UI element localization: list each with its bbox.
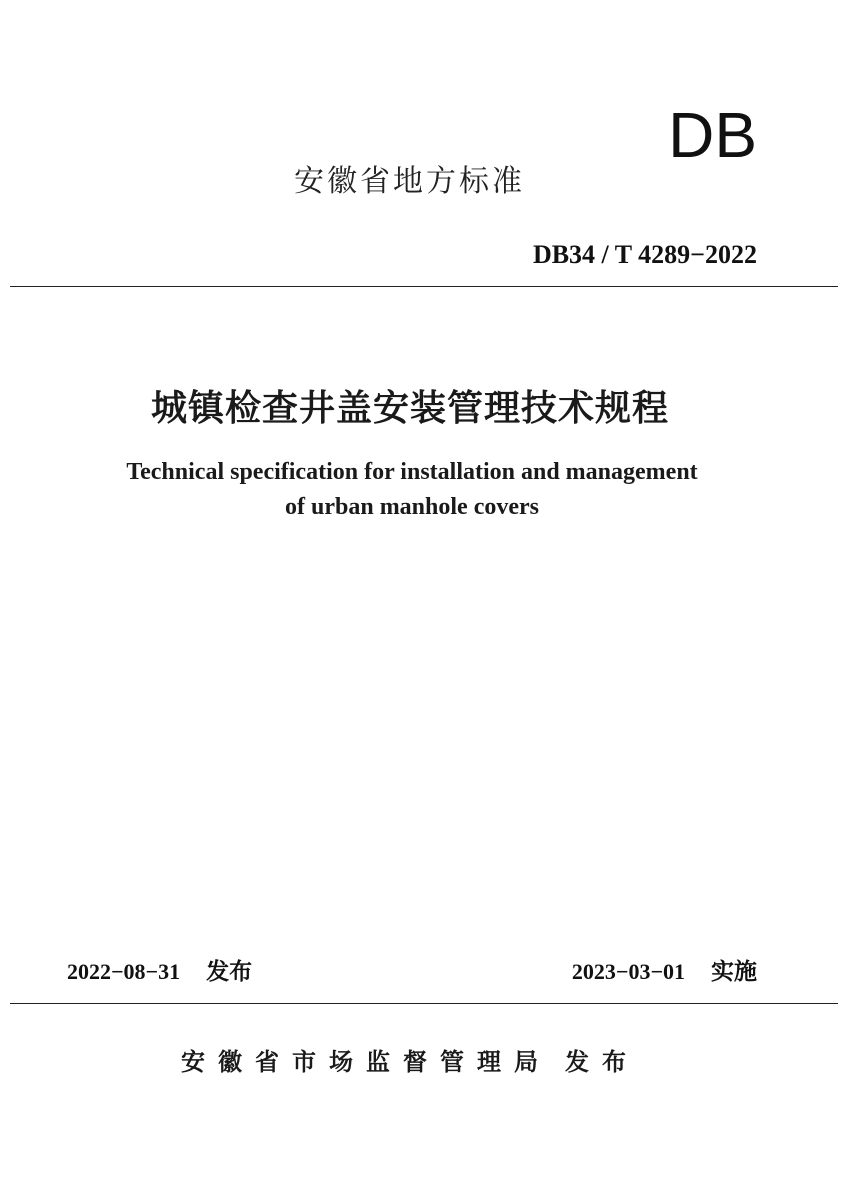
document-title-en-line1: Technical specification for installation and management bbox=[126, 459, 698, 485]
publish-date-line bbox=[67, 954, 252, 990]
document-title-en bbox=[0, 455, 824, 525]
publish-word: 发布 bbox=[206, 959, 253, 985]
publisher-line bbox=[0, 1042, 820, 1082]
publisher-name: 安徽省市场监督管理局 bbox=[181, 1048, 551, 1076]
document-title-en-line2: of urban manhole covers bbox=[285, 494, 539, 520]
implement-date-line bbox=[572, 954, 757, 990]
db-mark: DB bbox=[668, 99, 757, 171]
document-title-zh: 城镇检查井盖安装管理技术规程 bbox=[150, 388, 669, 429]
publish-date: 2022−08−31 bbox=[67, 959, 181, 984]
implement-date: 2023−03−01 bbox=[571, 959, 685, 984]
standard-type: 安徽省地方标准 bbox=[294, 164, 525, 199]
bottom-divider bbox=[10, 1003, 838, 1004]
publisher-action: 发布 bbox=[565, 1048, 639, 1076]
top-divider bbox=[10, 286, 838, 287]
implement-word: 实施 bbox=[711, 959, 757, 985]
standard-code: DB34 / T 4289−2022 bbox=[532, 240, 757, 269]
